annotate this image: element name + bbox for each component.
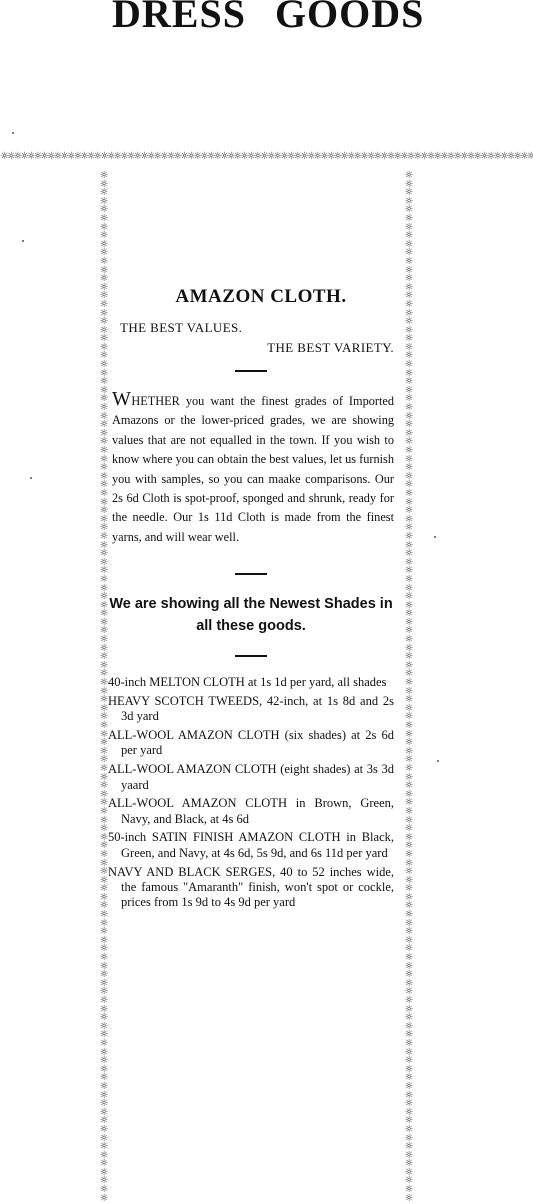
ad-body-paragraph [108,388,394,547]
print-speck [30,477,32,479]
divider-rule [235,655,267,657]
print-speck [12,132,14,134]
price-list-item: ALL-WOOL AMAZON CLOTH (eight shades) at 3s 3d yaard [108,762,394,792]
price-list-item: ALL-WOOL AMAZON CLOTH in Brown, Green, Navy, and Black, at 4s 6d [108,796,394,826]
ornamental-right-border: ☼☼☼☼☼☼☼☼☼☼☼☼☼☼☼☼☼☼☼☼☼☼☼☼☼☼☼☼☼☼☼☼☼☼☼☼☼☼☼☼☼☼☼☼☼☼☼☼☼☼☼☼☼☼☼☼☼☼☼☼☼☼☼☼☼☼☼☼☼☼☼☼☼☼☼☼☼☼☼☼☼☼☼☼☼☼☼☼☼☼☼☼☼☼☼☼☼☼☼☼☼☼☼☼☼☼☼☼☼☼☼☼☼☼☼☼☼☼☼☼ [404,170,414,1204]
price-list-item: ALL-WOOL AMAZON CLOTH (six shades) at 2s 6d per yard [108,728,394,758]
price-list-item: HEAVY SCOTCH TWEEDS, 42-inch, at 1s 8d and 2s 3d yard [108,694,394,724]
ornamental-left-border: ☼☼☼☼☼☼☼☼☼☼☼☼☼☼☼☼☼☼☼☼☼☼☼☼☼☼☼☼☼☼☼☼☼☼☼☼☼☼☼☼☼☼☼☼☼☼☼☼☼☼☼☼☼☼☼☼☼☼☼☼☼☼☼☼☼☼☼☼☼☼☼☼☼☼☼☼☼☼☼☼☼☼☼☼☼☼☼☼☼☼☼☼☼☼☼☼☼☼☼☼☼☼☼☼☼☼☼☼☼☼☼☼☼☼☼☼☼☼☼☼ [99,170,109,1204]
ad-title: AMAZON CLOTH. [175,286,347,307]
print-speck [22,240,24,242]
advertisement [108,286,394,914]
print-speck [434,536,436,538]
tagline-best-variety: THE BEST VARIETY. [267,340,394,355]
paragraph-text: HETHER you want the finest grades of Imported Amazons or the lower-priced grades, we are showing values that are not equalled in the town. If you wish to know where you can obtain the best values, let us furnish you with samples, so you can maake comparisons. Our 2s 6d Cloth is spot-proof, sponged and shrunk, ready for the needle. Our 1s 11d Cloth is made from the finest yarns, and will wear well. [112,394,394,544]
print-speck [437,760,439,762]
page-headline [0,0,443,44]
drop-cap: W [112,388,132,410]
headline-text: DRESS GOODS [112,0,425,36]
divider-rule [235,370,267,372]
price-list-item: 50-inch SATIN FINISH AMAZON CLOTH in Black, Green, and Navy, at 4s 6d, 5s 9d, and 6s 11d per yard [108,830,394,860]
ornamental-top-border: ☼☼☼☼☼☼☼☼☼☼☼☼☼☼☼☼☼☼☼☼☼☼☼☼☼☼☼☼☼☼☼☼☼☼☼☼☼☼☼☼☼☼☼☼☼☼☼☼☼☼☼☼☼☼☼☼☼☼☼☼☼☼☼☼☼☼☼☼☼☼☼☼☼☼☼☼☼☼☼☼ [0,151,533,162]
newest-shades-callout: We are showing all the Newest Shades in all these goods. [109,596,393,635]
price-list [108,675,394,910]
price-list-item: 40-inch MELTON CLOTH at 1s 1d per yard, all shades [108,675,387,690]
price-list-item: NAVY AND BLACK SERGES, 40 to 52 inches wide, the famous "Amaranth" finish, won't spot or cockle, prices from 1s 9d to 4s 9d per yard [108,864,394,910]
divider-rule [235,573,267,575]
tagline-best-values: THE BEST VALUES. [120,320,243,335]
